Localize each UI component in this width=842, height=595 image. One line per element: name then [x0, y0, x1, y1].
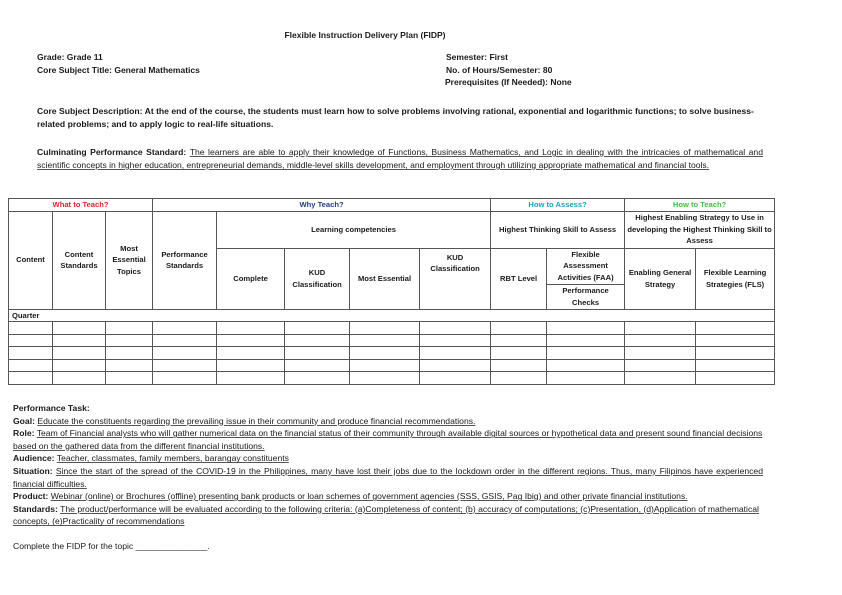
- role-label: Role:: [13, 428, 35, 439]
- table-cell[interactable]: [547, 372, 625, 385]
- task-heading: Performance Task:: [13, 403, 90, 413]
- table-cell[interactable]: [625, 322, 696, 335]
- table-cell[interactable]: [285, 334, 350, 347]
- product-label: Product:: [13, 491, 49, 502]
- table-cell[interactable]: [9, 334, 53, 347]
- table-cell[interactable]: [106, 334, 153, 347]
- semester-value: First: [489, 52, 508, 62]
- table-cell[interactable]: [420, 359, 491, 372]
- table-cell[interactable]: [625, 372, 696, 385]
- cps-text: The learners are able to apply their knowledge of Functions, Business Mathematics, and Logic in dealing with the intricacies of mathematical and scientific concepts in higher education, entrepreneurial demands, middle-level skills development, and employment through utilizing appropriate mathematical and financial tools.: [37, 147, 763, 170]
- semester-label: Semester:: [446, 52, 488, 62]
- table-cell[interactable]: [9, 359, 53, 372]
- table-cell[interactable]: [625, 334, 696, 347]
- table-cell[interactable]: [53, 334, 106, 347]
- table-cell[interactable]: [420, 322, 491, 335]
- grade-value: Grade 11: [66, 52, 103, 62]
- table-cell[interactable]: [696, 347, 775, 360]
- grade-info: [37, 51, 200, 76]
- table-cell[interactable]: [106, 347, 153, 360]
- table-cell[interactable]: [547, 334, 625, 347]
- table-cell[interactable]: [491, 322, 547, 335]
- group-how-to-teach: How to Teach?: [625, 199, 775, 212]
- table-cell[interactable]: [217, 322, 285, 335]
- table-cell[interactable]: [285, 359, 350, 372]
- subgroup-learning-competencies: Learning competencies: [217, 211, 491, 248]
- table-cell[interactable]: [491, 359, 547, 372]
- complete-instruction: Complete the FIDP for the topic _______________.: [13, 540, 210, 551]
- grade-line: [37, 51, 200, 64]
- table-cell[interactable]: [153, 359, 217, 372]
- table-cell[interactable]: [106, 359, 153, 372]
- core-subject-description: [37, 105, 763, 131]
- col-flexible-learning-strategies: Flexible Learning Strategies (FLS): [696, 248, 775, 309]
- subgroup-highest-enabling-strategy: Highest Enabling Strategy to Use in developing the Highest Thinking Skill to Assess: [625, 211, 775, 248]
- subgroup-highest-thinking-skill: Highest Thinking Skill to Assess: [491, 211, 625, 248]
- table-cell[interactable]: [217, 334, 285, 347]
- situation-text: Since the start of the spread of the COVID-19 in the Philippines, many have lost their jobs due to the lockdown order in the different regions. Thus, many Filipinos have experienced financial difficulties.: [13, 465, 763, 489]
- group-how-to-assess: How to Assess?: [491, 199, 625, 212]
- semester-line: [446, 51, 572, 64]
- prereq-label: Prerequisites (If Needed):: [445, 77, 548, 87]
- table-cell[interactable]: [625, 359, 696, 372]
- table-cell[interactable]: [696, 334, 775, 347]
- table-cell[interactable]: [285, 322, 350, 335]
- prereq-value: None: [550, 77, 572, 87]
- table-cell[interactable]: [547, 347, 625, 360]
- table-cell[interactable]: [420, 347, 491, 360]
- hours-line: [446, 64, 572, 77]
- table-cell[interactable]: [696, 359, 775, 372]
- table-cell[interactable]: [217, 359, 285, 372]
- task-situation: [13, 465, 763, 490]
- table-cell[interactable]: [696, 322, 775, 335]
- task-product: [13, 490, 763, 503]
- table-cell[interactable]: [106, 322, 153, 335]
- grade-label: Grade:: [37, 52, 65, 62]
- subject-line: [37, 64, 200, 77]
- col-flexible-assessment-activities: Flexible Assessment Activities (FAA): [547, 248, 625, 284]
- empty-rows: [9, 322, 775, 385]
- table-cell[interactable]: [9, 372, 53, 385]
- table-cell[interactable]: [696, 372, 775, 385]
- performance-task: [13, 402, 763, 553]
- audience-label: Audience:: [13, 453, 55, 464]
- table-cell[interactable]: [106, 372, 153, 385]
- table-cell[interactable]: [153, 334, 217, 347]
- table-cell[interactable]: [491, 334, 547, 347]
- task-standards: [13, 503, 763, 528]
- col-performance-standards: Performance Standards: [153, 211, 217, 309]
- goal-label: Goal:: [13, 415, 35, 426]
- task-audience: [13, 452, 763, 465]
- document-title: Flexible Instruction Delivery Plan (FIDP): [284, 30, 446, 40]
- table-cell[interactable]: [547, 322, 625, 335]
- task-role: [13, 427, 763, 452]
- col-kud-classification: KUD Classification: [285, 248, 350, 309]
- table-cell[interactable]: [285, 347, 350, 360]
- product-text: Webinar (online) or Brochures (offline) presenting bank products or loan schemes of government agencies (SSS, GSIS, Pag Ibig) and other private financial institutions.: [50, 491, 688, 502]
- table-cell[interactable]: [350, 359, 420, 372]
- table-cell[interactable]: [217, 372, 285, 385]
- col-most-essential: Most Essential: [350, 248, 420, 309]
- group-why-teach: Why Teach?: [153, 199, 491, 212]
- table-cell[interactable]: [153, 372, 217, 385]
- goal-text: Educate the constituents regarding the prevailing issue in their community and produce financial recommendations.: [37, 415, 476, 426]
- table-row: [9, 372, 775, 385]
- col-performance-checks: Performance Checks: [547, 284, 625, 309]
- group-what-to-teach: What to Teach?: [9, 199, 153, 212]
- standards-text: The product/performance will be evaluated according to the following criteria: (a)Completeness of content; (b) accuracy of computations; (c)Presentation, (d)Application of mathematical concepts, (e)Practicality of recommendations: [13, 503, 759, 527]
- table-cell[interactable]: [491, 347, 547, 360]
- table-cell[interactable]: [285, 372, 350, 385]
- table-cell[interactable]: [350, 334, 420, 347]
- table-cell[interactable]: [9, 347, 53, 360]
- col-rbt-level: RBT Level: [491, 248, 547, 309]
- col-complete: Complete: [217, 248, 285, 309]
- standards-label: Standards:: [13, 503, 58, 514]
- col-kud-classification-2: KUD Classification: [420, 248, 491, 309]
- hours-label: No. of Hours/Semester:: [446, 64, 541, 75]
- table-cell[interactable]: [491, 372, 547, 385]
- task-goal: [13, 415, 763, 428]
- table-cell[interactable]: [350, 372, 420, 385]
- table-cell[interactable]: [547, 359, 625, 372]
- situation-label: Situation:: [13, 465, 53, 476]
- col-most-essential-topics: Most Essential Topics: [106, 211, 153, 309]
- fidp-table: [8, 198, 775, 385]
- culminating-performance-standard: Culminating Performance Standard: The learners are able to apply their knowledge of Functions, Business Mathematics, and Logic in dealing with the intricacies of mathematical and scientific concepts in higher education, entrepreneurial demands, middle-level skills development, and employment through utilizing appropriate mathematical and financial tools.: [37, 147, 763, 170]
- table-cell[interactable]: [350, 347, 420, 360]
- table-row: [9, 359, 775, 372]
- table-cell[interactable]: [217, 347, 285, 360]
- prereq-line: [445, 76, 572, 89]
- semester-info: [446, 51, 572, 89]
- table-cell[interactable]: [625, 347, 696, 360]
- table-cell[interactable]: [153, 347, 217, 360]
- table-cell[interactable]: [53, 322, 106, 335]
- subject-value: General Mathematics: [114, 64, 200, 75]
- table-cell[interactable]: [420, 372, 491, 385]
- col-enabling-general-strategy: Enabling General Strategy: [625, 248, 696, 309]
- description-text: At the end of the course, the students must learn how to solve problems involving rational, exponential and logarithmic functions; to solve business-related problems; and to apply logic to real-life situations.: [37, 106, 754, 129]
- table-row: [9, 334, 775, 347]
- table-cell[interactable]: [53, 347, 106, 360]
- table-cell[interactable]: [53, 359, 106, 372]
- hours-value: 80: [542, 64, 553, 75]
- table-row: [9, 347, 775, 360]
- table-row: [9, 322, 775, 335]
- table-cell[interactable]: [350, 322, 420, 335]
- cps-label: Culminating Performance Standard: [37, 147, 184, 157]
- subject-label: Core Subject Title:: [37, 64, 112, 75]
- table-cell[interactable]: [9, 322, 53, 335]
- col-content-standards: Content Standards: [53, 211, 106, 309]
- role-text: Team of Financial analysts who will gather numerical data on the financial status of their community through available digital sources or hypothetical data and present sound financial decisions based on the gathered data from the different financial institutions.: [13, 428, 763, 451]
- table-cell[interactable]: [53, 372, 106, 385]
- audience-text: Teacher, classmates, family members, barangay constituents: [56, 453, 289, 464]
- table-cell[interactable]: [153, 322, 217, 335]
- table-cell[interactable]: [420, 334, 491, 347]
- col-content: Content: [9, 211, 53, 309]
- quarter-row: Quarter: [9, 309, 775, 322]
- description-label: Core Subject Description:: [37, 106, 143, 116]
